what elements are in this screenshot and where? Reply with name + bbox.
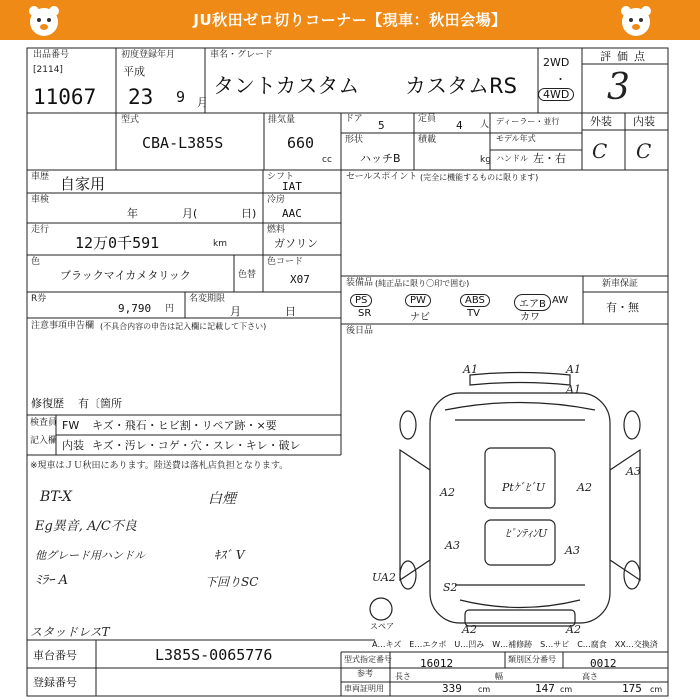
cm-unit: cm [478, 685, 491, 694]
cm-unit: cm [560, 685, 573, 694]
dim-l-label: 長さ [395, 672, 411, 681]
damage-mark: A1 [566, 383, 581, 396]
dim-h-label: 高さ [582, 672, 598, 681]
load-label: 積載 [418, 135, 437, 145]
shape-label: 形状 [345, 135, 364, 145]
cm-unit: cm [650, 685, 663, 694]
reg-label: 初度登録年月 [121, 50, 176, 60]
displacement: 660 [287, 134, 315, 152]
damage-mark: A2 [440, 486, 455, 499]
rear-label: 後日品 [346, 326, 374, 336]
model: CBA-L385S [142, 134, 224, 152]
hw-note: Eg異音, A/C不良 [35, 519, 137, 534]
fw-label: FW [62, 419, 80, 432]
inspect-label: 車検 [31, 195, 50, 205]
inspect-day: 日) [241, 207, 257, 220]
inspect-month: 月( [182, 207, 198, 220]
damage-mark: S2 [443, 581, 458, 594]
recycle-label: R券 [31, 294, 47, 304]
handle-label: ハンドル [496, 154, 528, 163]
equip-label: 装備品 [346, 278, 374, 288]
fw-items: キズ・飛石・ヒビ割・リペア跡・×要 [92, 419, 277, 432]
damage-mark: A3 [565, 544, 580, 557]
damage-mark: A2 [566, 623, 581, 636]
color-label: 色 [31, 257, 41, 267]
ext-label: 外装 [590, 115, 612, 128]
equip-airbag: エアB [514, 294, 551, 311]
score: 3 [607, 67, 630, 108]
interior-items: キズ・汚レ・コゲ・穴・スレ・キレ・破レ [92, 439, 301, 452]
ext-grade: C [592, 139, 608, 163]
inspect-year: 年 [127, 207, 138, 220]
model-label: 型式 [121, 115, 140, 125]
dim-w-label: 幅 [495, 672, 503, 681]
int-label: 内装 [633, 115, 655, 128]
banner-title: JU秋田ゼロ切りコーナー【現車：秋田会場】 [193, 11, 507, 29]
newcar-label: 新車保証 [602, 279, 639, 289]
shape: ハッチB [360, 152, 401, 165]
drive-2wd: 2WD [543, 56, 570, 69]
equip-aw: AW [552, 295, 569, 306]
damage-mark: A1 [463, 363, 478, 376]
namechange-label: 名変期限 [189, 294, 226, 304]
hw-note: 白煙 [208, 491, 236, 507]
color: ブラックマイカメタリック [60, 269, 191, 282]
ac-label: 冷房 [267, 195, 286, 205]
model-cert-label: 型式指定番号 [344, 655, 392, 664]
class-label: 類別区分番号 [508, 655, 556, 664]
equip-sr: SR [358, 308, 372, 319]
lot-number: 11067 [33, 85, 97, 109]
equip-tv: TV [467, 308, 480, 319]
hw-note: 下回りSC [205, 575, 259, 589]
hw-note: ﾐﾗｰ A [35, 573, 69, 588]
shift-label: シフト [267, 172, 295, 182]
shift: IAT [282, 180, 302, 193]
hw-note: BT-X [40, 489, 73, 505]
lot-sub: [2114] [33, 65, 63, 75]
ref-label: 参考 [357, 669, 373, 678]
use: 自家用 [60, 175, 106, 193]
era: 平成 [123, 65, 145, 78]
fuel: ガソリン [274, 237, 318, 250]
model-cert: 16012 [420, 657, 454, 670]
cap-unit: 人 [480, 120, 490, 130]
month-suffix: 月 [197, 96, 208, 109]
equip-pw: PW [405, 294, 431, 307]
inspector-label: 検査員 [30, 418, 58, 428]
colorcode-label: 色コード [267, 257, 304, 267]
ac: AAC [282, 207, 302, 220]
reg-year: 23 [128, 85, 154, 109]
nc-month: 月 [230, 305, 241, 318]
handle: 左・右 [533, 152, 566, 165]
drive-dot: ・ [555, 73, 566, 86]
name-label: 車名・グレード [210, 50, 274, 60]
width: 147 [535, 682, 555, 695]
dealer-label: ディーラー・並行 [496, 117, 560, 126]
recolor-label: 色替 [238, 270, 257, 280]
plate: L385S-0065776 [155, 646, 273, 664]
grade: カスタムRS [405, 74, 517, 98]
interior-label: 内装 [62, 439, 84, 452]
repair-label: 修復歴 [31, 397, 64, 410]
damage-mark: A3 [445, 539, 460, 552]
drive-4wd: 4WD [538, 88, 574, 101]
repair: 有〔箇所 [78, 397, 122, 410]
mileage: 12万0千591 [75, 234, 160, 252]
hw-note: スタッドレスT [30, 625, 110, 639]
cap-label: 定員 [418, 114, 437, 124]
inspector-label-2: 記入欄 [30, 436, 58, 446]
door-label: ドア [345, 114, 363, 124]
use-label: 車歴 [31, 172, 50, 182]
km-unit: km [213, 239, 227, 249]
notes-sub: (不具合内容の申告は記入欄に記載して下さい) [100, 322, 267, 331]
yen-unit: 円 [165, 304, 175, 314]
sales-label: セールスポイント [346, 172, 418, 182]
class-no: 0012 [590, 657, 617, 670]
doors: 5 [378, 119, 385, 132]
length: 339 [442, 682, 462, 695]
equip-abs: ABS [460, 294, 490, 307]
notes-label: 注意事項申告欄 [31, 321, 95, 331]
cc-unit: cc [322, 155, 332, 165]
damage-mark: A1 [566, 363, 581, 376]
height: 175 [622, 682, 642, 695]
recycle: 9,790 [118, 302, 152, 315]
spare-label: スペア [370, 622, 394, 631]
car-damage-diagram [370, 373, 640, 627]
equip-navi: ナビ [410, 312, 430, 323]
legend: A…キズ E…エクボ U…凹み W…補修跡 S…サビ C…腐食 XX…交換済 [372, 640, 658, 649]
int-grade: C [636, 139, 652, 163]
sales-sub: (完全に機能するものに限ります) [420, 173, 539, 182]
damage-mark: A2 [577, 481, 592, 494]
lot-label: 出品番号 [33, 50, 70, 60]
damage-mark: ﾋﾟﾝﾃｨﾝU [505, 527, 548, 540]
damage-mark: PtｹﾞﾋﾞU [502, 481, 546, 494]
reg-label: 登録番号 [33, 676, 77, 689]
mileage-label: 走行 [31, 225, 50, 235]
equip-sub: (純正品に限り〇印で囲む) [375, 279, 470, 288]
cert-label: 車両証明用 [344, 684, 384, 693]
equip-ps: PS [350, 294, 372, 307]
location-note: ※現車はＪＵ秋田にあります。陸送費は落札店負担となります。 [30, 461, 289, 471]
colorcode: X07 [290, 273, 310, 286]
capacity: 4 [456, 119, 463, 132]
score-label: 評価点 [600, 50, 651, 63]
damage-mark: A2 [462, 623, 477, 636]
kg-unit: kg [480, 155, 491, 165]
disp-label: 排気量 [268, 115, 296, 125]
equip-leather: カワ [520, 312, 540, 323]
hw-note: 他グレード用ハンドル [35, 549, 145, 562]
damage-mark: UA2 [372, 571, 396, 584]
nc-day: 日 [285, 305, 296, 318]
plate-label: 車台番号 [33, 649, 77, 662]
modelyear-label: モデル年式 [496, 134, 536, 143]
hw-note: ｷｽﾞ V [214, 548, 245, 562]
newcar: 有・無 [606, 301, 639, 314]
fuel-label: 燃料 [267, 225, 286, 235]
reg-month: 9 [176, 88, 186, 106]
car-name: タントカスタム [213, 74, 360, 98]
damage-mark: A3 [626, 465, 641, 478]
